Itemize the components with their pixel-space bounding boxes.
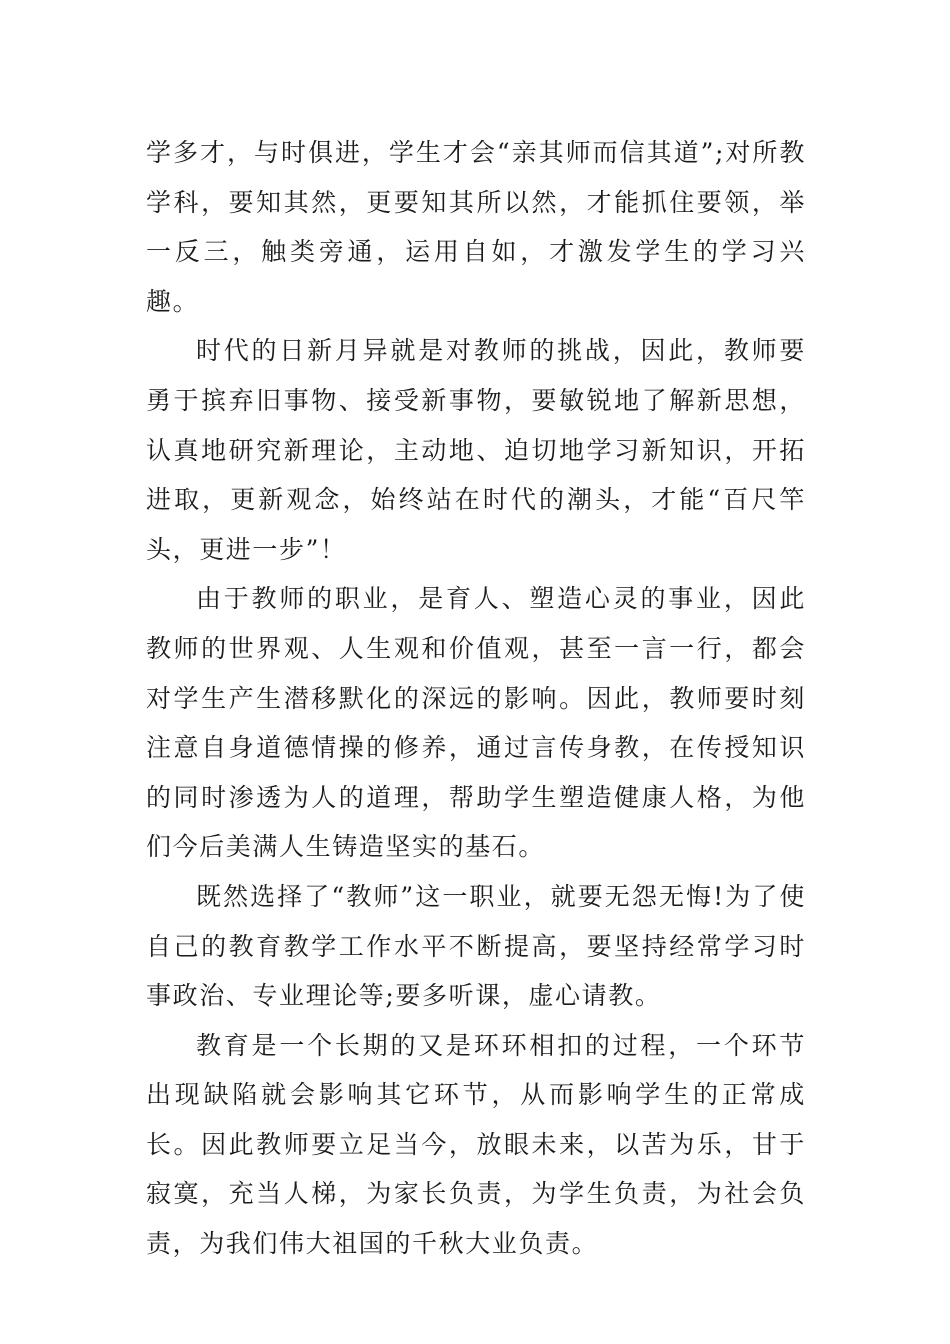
paragraph-4: 既然选择了“教师”这一职业，就要无怨无悔!为了使自己的教育教学工作水平不断提高，要坚持经常学习时事政治、专业理论等;要多听课，虚心请教。 [146, 881, 806, 1011]
paragraph-1: 学多才，与时俱进，学生才会“亲其师而信其道”;对所教学科，要知其然，更要知其所以然，才能抓住要领，举一反三，触类旁通，运用自如，才激发学生的学习兴趣。 [146, 138, 806, 316]
paragraph-2: 时代的日新月异就是对教师的挑战，因此，教师要勇于摈弃旧事物、接受新事物，要敏锐地了解新思想，认真地研究新理论，主动地、迫切地学习新知识，开拓进取，更新观念，始终站在时代的潮头，才能“百尺竿头，更进一步”！ [146, 336, 806, 564]
paragraph-3: 由于教师的职业，是育人、塑造心灵的事业，因此教师的世界观、人生观和价值观，甚至一言一行，都会对学生产生潜移默化的深远的影响。因此，教师要时刻注意自身道德情操的修养，通过言传身教，在传授知识的同时渗透为人的道理，帮助学生塑造健康人格，为他们今后美满人生铸造坚实的基石。 [146, 584, 806, 862]
document-body [146, 128, 806, 1269]
paragraph-5: 教育是一个长期的又是环环相扣的过程，一个环节出现缺陷就会影响其它环节，从而影响学生的正常成长。因此教师要立足当今，放眼未来，以苦为乐，甘于寂寞，充当人梯，为家长负责，为学生负责，为社会负责，为我们伟大祖国的千秋大业负责。 [146, 1030, 806, 1259]
